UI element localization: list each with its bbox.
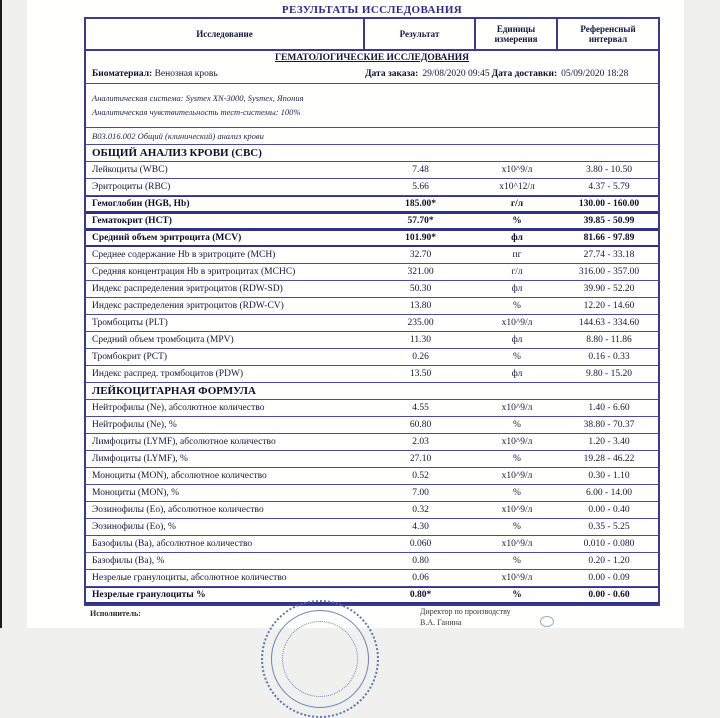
column-header-study: Исследование bbox=[86, 19, 365, 49]
analytical-info-block bbox=[86, 84, 658, 128]
lab-parameter-row bbox=[86, 196, 658, 213]
parameter-name: Эозинофилы (Eo), % bbox=[92, 522, 176, 532]
result-value: 0.80* bbox=[409, 589, 432, 600]
parameter-name: Средний объем эритроцита (MCV) bbox=[92, 232, 242, 243]
reference-interval: 39.90 - 52.20 bbox=[583, 284, 635, 294]
delivery-date-label: Дата доставки: bbox=[491, 69, 558, 79]
reference-interval: 0.30 - 1.10 bbox=[588, 471, 630, 481]
lab-parameter-row bbox=[86, 417, 658, 434]
lab-parameter-row bbox=[86, 587, 658, 604]
parameter-name: Базофилы (Ba), абсолютное количество bbox=[92, 539, 253, 549]
units-value: x10^9/л bbox=[501, 403, 533, 413]
executor-label: Исполнитель: bbox=[90, 609, 141, 618]
units-value: % bbox=[513, 301, 521, 311]
units-value: г/л bbox=[511, 267, 523, 277]
column-header-result: Результат bbox=[365, 19, 476, 49]
biomaterial-value: Венозная кровь bbox=[154, 69, 218, 79]
lab-parameter-row bbox=[86, 281, 658, 298]
reference-interval: 316.00 - 357.00 bbox=[578, 267, 640, 277]
biomaterial-row bbox=[86, 66, 658, 84]
result-value: 2.03 bbox=[412, 437, 429, 447]
hematology-section-title-row bbox=[86, 51, 658, 66]
biomaterial bbox=[92, 69, 218, 79]
stamp-text-ring bbox=[282, 621, 358, 697]
units-value: г/л bbox=[510, 198, 524, 209]
result-value: 0.32 bbox=[412, 505, 429, 515]
result-value: 27.10 bbox=[409, 454, 432, 464]
result-value: 7.00 bbox=[412, 488, 429, 498]
units-value: фл bbox=[511, 284, 523, 294]
units-value: x10^9/л bbox=[501, 539, 533, 549]
director-title: Директор по производству bbox=[420, 607, 511, 616]
units-value: x10^9/л bbox=[501, 505, 533, 515]
lab-parameter-row bbox=[86, 485, 658, 502]
parameter-name: Средняя концентрация Hb в эритроцитах (MCHC) bbox=[92, 267, 296, 277]
parameter-name: Гематокрит (HCT) bbox=[92, 215, 172, 226]
result-value: 0.06 bbox=[412, 573, 429, 583]
result-value: 13.50 bbox=[409, 369, 432, 379]
reference-interval: 12.20 - 14.60 bbox=[583, 301, 635, 311]
units-value: % bbox=[512, 589, 522, 600]
result-value: 60.80 bbox=[409, 420, 432, 430]
lab-parameter-row bbox=[86, 315, 658, 332]
reference-interval: 0.010 - 0.080 bbox=[583, 539, 635, 549]
units-value: x10^9/л bbox=[501, 165, 533, 175]
units-value: % bbox=[513, 420, 521, 430]
units-value: % bbox=[513, 522, 521, 532]
result-value: 11.30 bbox=[409, 335, 432, 345]
lab-parameter-row bbox=[86, 451, 658, 468]
analytical-sensitivity-line: Аналитическая чувствительность тест-системы: 100% bbox=[92, 107, 301, 117]
reference-interval: 0.35 - 5.25 bbox=[588, 522, 630, 532]
parameter-name: Тромбокрит (PCT) bbox=[92, 352, 168, 362]
units-value: x10^9/л bbox=[501, 471, 533, 481]
result-value: 4.55 bbox=[412, 403, 429, 413]
units-value: x10^9/л bbox=[501, 437, 533, 447]
lab-parameter-row bbox=[86, 298, 658, 315]
reference-interval: 1.40 - 6.60 bbox=[588, 403, 630, 413]
lab-parameter-row bbox=[86, 264, 658, 281]
parameter-name: Лимфоциты (LYMF), абсолютное количество bbox=[92, 437, 276, 447]
reference-interval: 38.80 - 70.37 bbox=[583, 420, 635, 430]
parameter-name: Лейкоциты (WBC) bbox=[92, 165, 168, 175]
director-name: В.А. Ганина bbox=[420, 618, 462, 627]
result-value: 13.80 bbox=[409, 301, 432, 311]
result-value: 7.48 bbox=[412, 165, 429, 175]
reference-interval: 6.00 - 14.00 bbox=[586, 488, 632, 498]
parameter-name: Нейтрофилы (Ne), % bbox=[92, 420, 177, 430]
parameter-name: Тромбоциты (PLT) bbox=[92, 318, 168, 328]
result-value: 321.00 bbox=[407, 267, 434, 277]
lab-parameter-row bbox=[86, 366, 658, 383]
result-value: 0.80 bbox=[412, 556, 429, 566]
parameter-name: Среднее содержание Hb в эритроците (MCH) bbox=[92, 250, 276, 260]
reference-interval: 9.80 - 15.20 bbox=[586, 369, 632, 379]
section-title: ОБЩИЙ АНАЛИЗ КРОВИ (CBC) bbox=[92, 147, 262, 159]
parameter-name: Индекс распределения эритроцитов (RDW-CV) bbox=[92, 301, 284, 311]
reference-interval: 1.20 - 3.40 bbox=[588, 437, 630, 447]
order-date-label: Дата заказа: bbox=[365, 69, 419, 79]
result-value: 101.90* bbox=[405, 232, 436, 243]
reference-interval: 27.74 - 33.18 bbox=[583, 250, 635, 260]
document-title: РЕЗУЛЬТАТЫ ИССЛЕДОВАНИЯ bbox=[281, 4, 463, 16]
column-header-units: Единицы измерения bbox=[476, 19, 558, 49]
parameter-name: Гемоглобин (HGB, Hb) bbox=[92, 198, 190, 209]
lab-parameter-row bbox=[86, 434, 658, 451]
table-rows bbox=[86, 145, 658, 604]
lab-parameter-row bbox=[86, 162, 658, 179]
parameter-name: Моноциты (MON), абсолютное количество bbox=[92, 471, 267, 481]
parameter-name: Индекс распред. тромбоцитов (PDW) bbox=[92, 369, 244, 379]
parameter-name: Базофилы (Ba), % bbox=[92, 556, 165, 566]
units-value: пг bbox=[512, 250, 522, 260]
dates bbox=[365, 69, 630, 79]
lab-parameter-row bbox=[86, 519, 658, 536]
reference-interval: 3.80 - 10.50 bbox=[586, 165, 632, 175]
analytical-system-line: Аналитическая система: Sysmex XN-3000, Sysmex, Япония bbox=[92, 93, 304, 103]
parameter-name: Нейтрофилы (Ne), абсолютное количество bbox=[92, 403, 265, 413]
result-value: 185.00* bbox=[405, 198, 436, 209]
lab-parameter-row bbox=[86, 553, 658, 570]
order-date-value: 29/08/2020 09:45 bbox=[422, 69, 490, 79]
result-value: 57.70* bbox=[407, 215, 434, 226]
section-header-row bbox=[86, 145, 658, 162]
units-value: % bbox=[512, 215, 522, 226]
units-value: фл bbox=[511, 369, 523, 379]
reference-interval: 39.85 - 50.99 bbox=[583, 215, 635, 226]
reference-interval: 0.00 - 0.09 bbox=[588, 573, 630, 583]
reference-interval: 19.28 - 46.22 bbox=[583, 454, 635, 464]
parameter-name: Моноциты (MON), % bbox=[92, 488, 180, 498]
column-header-reference: Референсный интервал bbox=[580, 24, 636, 44]
parameter-name: Лимфоциты (LYMF), % bbox=[92, 454, 188, 464]
lab-parameter-row bbox=[86, 502, 658, 519]
units-value: x10^9/л bbox=[501, 318, 533, 328]
director-signature-block bbox=[420, 606, 511, 628]
units-value: % bbox=[513, 352, 521, 362]
parameter-name: Средний объем тромбоцита (MPV) bbox=[92, 335, 234, 345]
lab-parameter-row bbox=[86, 213, 658, 230]
lab-parameter-row bbox=[86, 230, 658, 247]
lab-parameter-row bbox=[86, 247, 658, 264]
reference-interval: 130.00 - 160.00 bbox=[578, 198, 640, 209]
units-value: x10^12/л bbox=[499, 182, 535, 192]
parameter-name: Эозинофилы (Eo), абсолютное количество bbox=[92, 505, 264, 515]
result-value: 0.52 bbox=[412, 471, 429, 481]
units-value: фл bbox=[511, 335, 523, 345]
lab-parameter-row bbox=[86, 179, 658, 196]
results-table bbox=[84, 17, 660, 606]
reference-interval: 8.80 - 11.86 bbox=[586, 335, 632, 345]
reference-interval: 0.00 - 0.40 bbox=[588, 505, 630, 515]
result-value: 32.70 bbox=[409, 250, 432, 260]
parameter-name: Незрелые гранулоциты % bbox=[92, 589, 206, 600]
reference-interval: 0.16 - 0.33 bbox=[588, 352, 630, 362]
parameter-name: Индекс распределения эритроцитов (RDW-SD) bbox=[92, 284, 283, 294]
units-value: фл bbox=[511, 232, 523, 243]
units-value: % bbox=[513, 454, 521, 464]
result-value: 0.060 bbox=[409, 539, 432, 549]
result-value: 0.26 bbox=[412, 352, 429, 362]
lab-parameter-row bbox=[86, 400, 658, 417]
section-header-row bbox=[86, 383, 658, 400]
units-value: % bbox=[513, 488, 521, 498]
lab-parameter-row bbox=[86, 536, 658, 553]
service-code-row: В03.016.002 Общий (клинический) анализ крови bbox=[86, 128, 658, 145]
result-value: 4.30 bbox=[412, 522, 429, 532]
units-value: % bbox=[513, 556, 521, 566]
lab-parameter-row bbox=[86, 332, 658, 349]
reference-interval: 144.63 - 334.60 bbox=[578, 318, 640, 328]
parameter-name: Незрелые гранулоциты, абсолютное количество bbox=[92, 573, 287, 583]
parameter-name: Эритроциты (RBC) bbox=[92, 182, 171, 192]
company-seal-stamp bbox=[261, 600, 379, 718]
section-title: ЛЕЙКОЦИТАРНАЯ ФОРМУЛА bbox=[92, 385, 256, 397]
reference-interval: 0.00 - 0.60 bbox=[588, 589, 630, 600]
result-value: 235.00 bbox=[407, 318, 434, 328]
lab-parameter-row bbox=[86, 349, 658, 366]
lab-parameter-row bbox=[86, 468, 658, 485]
reference-interval: 81.66 - 97.89 bbox=[583, 232, 635, 243]
delivery-date-value: 05/09/2020 18:28 bbox=[561, 69, 629, 79]
reference-interval: 0.20 - 1.20 bbox=[588, 556, 630, 566]
result-value: 50.30 bbox=[409, 284, 432, 294]
units-value: x10^9/л bbox=[501, 573, 533, 583]
signature-circle-icon bbox=[540, 616, 554, 627]
result-value: 5.66 bbox=[412, 182, 429, 192]
lab-parameter-row bbox=[86, 570, 658, 587]
reference-interval: 4.37 - 5.79 bbox=[588, 182, 630, 192]
biomaterial-label: Биоматериал: bbox=[92, 69, 153, 79]
page-left-edge bbox=[0, 0, 2, 628]
hematology-section-title: ГЕМАТОЛОГИЧЕСКИЕ ИССЛЕДОВАНИЯ bbox=[274, 53, 469, 63]
table-header-row bbox=[86, 19, 658, 51]
